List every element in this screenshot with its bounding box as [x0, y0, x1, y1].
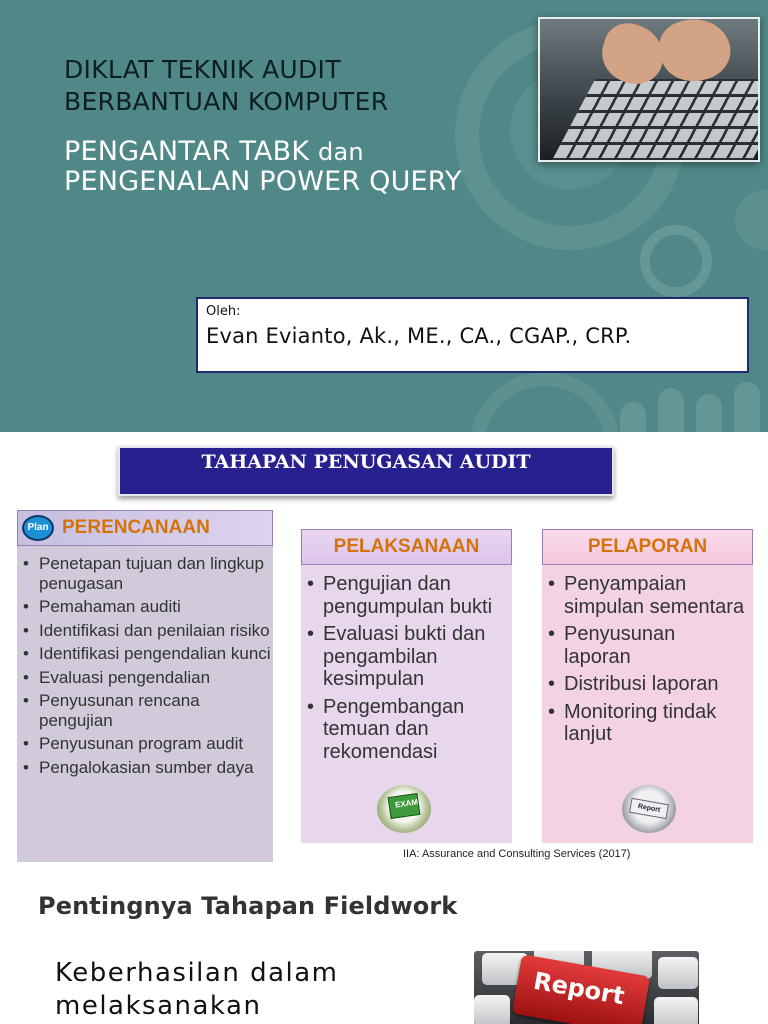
column-header-pelaksanaan — [301, 529, 512, 565]
list-item: • Penyampaian simpulan sementara — [542, 573, 747, 618]
list-item: • Penyusunan program audit — [17, 734, 273, 754]
audit-stages-slide — [0, 432, 768, 864]
author-box — [196, 297, 749, 373]
slide-title: Pentingnya Tahapan Fieldwork — [38, 892, 458, 920]
source-citation: IIA: Assurance and Consulting Services (2017) — [403, 848, 631, 860]
decorative-bars — [620, 380, 768, 432]
laptop-typing-icon — [538, 17, 760, 162]
author-name: Evan Evianto, Ak., ME., CA., CGAP., CRP. — [206, 324, 632, 348]
column-body-perencanaan — [17, 546, 273, 862]
list-item: • Penyusunan rencana pengujian — [17, 691, 273, 730]
report-keyboard-icon — [474, 951, 699, 1024]
decorative-circle — [640, 225, 712, 297]
column-header-perencanaan — [17, 510, 273, 546]
column-title: PERENCANAAN — [62, 517, 210, 538]
title-slide — [0, 0, 768, 432]
session-title-line2: PENGENALAN POWER QUERY — [64, 166, 462, 197]
course-title — [64, 54, 388, 118]
column-title: PELAPORAN — [587, 536, 708, 557]
list-item: • Pemahaman auditi — [17, 597, 273, 617]
column-body-pelaporan — [542, 565, 753, 843]
list-item: • Evaluasi bukti dan pengambilan kesimpulan — [301, 623, 506, 691]
list-item: • Pengujian dan pengumpulan bukti — [301, 573, 506, 618]
fieldwork-slide — [0, 864, 768, 1024]
decorative-circle — [470, 372, 620, 432]
session-title — [64, 137, 462, 197]
slide-body-text: Keberhasilan dalam melaksanakan — [55, 958, 339, 1021]
course-title-line1: DIKLAT TEKNIK AUDIT — [64, 55, 341, 84]
bullet-list — [301, 565, 512, 763]
report-key: Report — [512, 954, 650, 1024]
list-item: • Monitoring tindak lanjut — [542, 701, 747, 746]
course-title-line2: BERBANTUAN KOMPUTER — [64, 87, 389, 116]
decorative-circle — [735, 190, 768, 250]
list-item: • Penetapan tujuan dan lingkup penugasan — [17, 554, 273, 593]
plan-icon: Plan — [22, 515, 54, 541]
author-label: Oleh: — [206, 304, 241, 319]
bullet-list — [17, 546, 273, 777]
list-item: • Identifikasi dan penilaian risiko — [17, 621, 273, 641]
list-item: • Penyusunan laporan — [542, 623, 747, 668]
banner-title: TAHAPAN PENUGASAN AUDIT — [201, 451, 531, 473]
report-icon: Report — [622, 785, 676, 833]
list-item: • Distribusi laporan — [542, 673, 747, 696]
column-title: PELAKSANAAN — [333, 536, 480, 557]
list-item: • Pengalokasian sumber daya — [17, 758, 273, 778]
slide-banner — [118, 446, 614, 496]
column-body-pelaksanaan — [301, 565, 512, 843]
list-item: • Pengembangan temuan dan rekomendasi — [301, 696, 506, 764]
bullet-list — [542, 565, 753, 746]
session-title-line1: PENGANTAR TABK dan — [64, 136, 364, 167]
list-item: • Identifikasi pengendalian kunci — [17, 644, 273, 664]
list-item: • Evaluasi pengendalian — [17, 668, 273, 688]
column-header-pelaporan — [542, 529, 753, 565]
exam-icon: EXAM — [377, 785, 431, 833]
